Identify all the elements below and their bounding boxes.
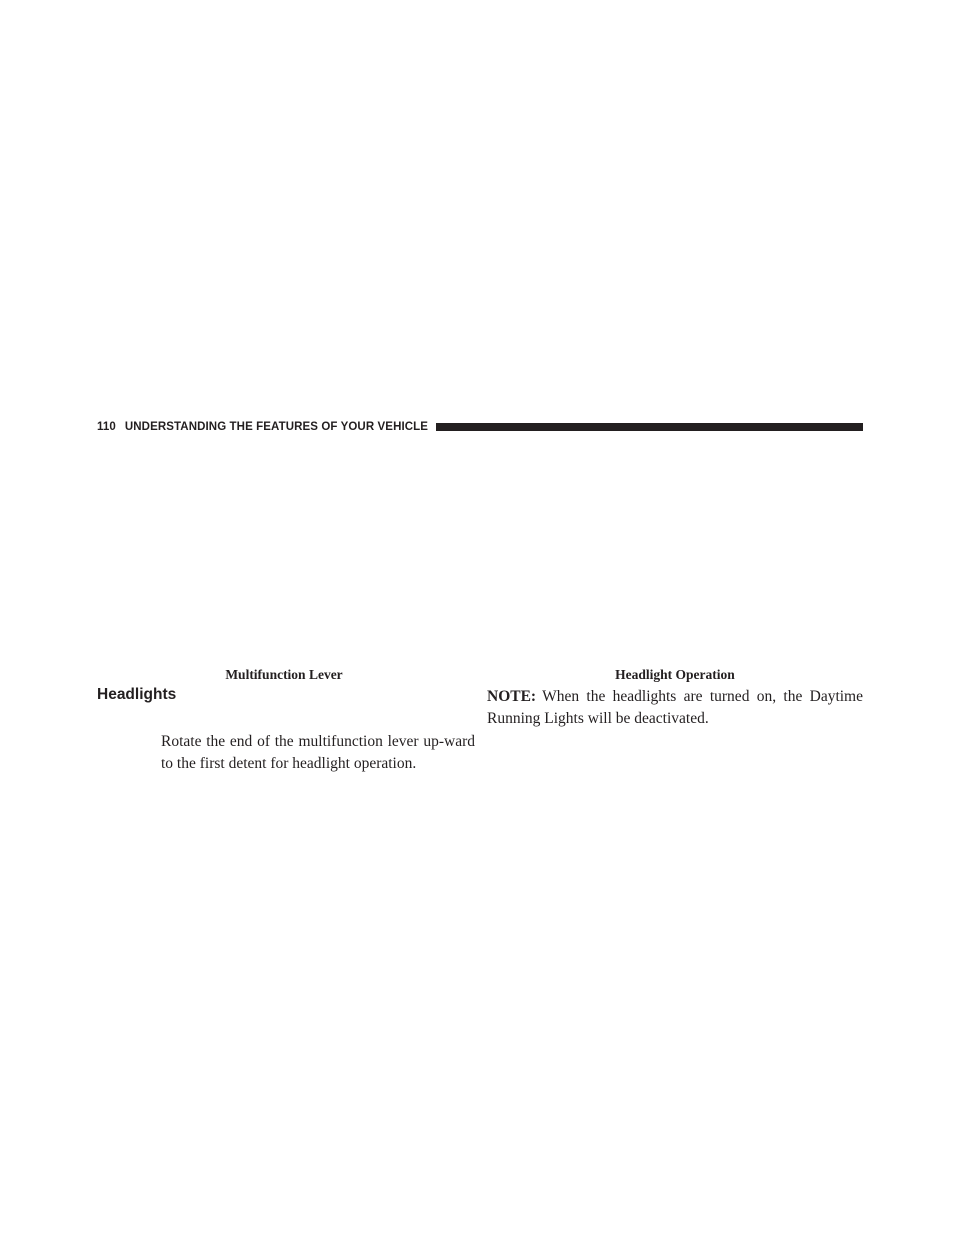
header-rule: [436, 423, 863, 431]
note-text: When the headlights are turned on, the Daytime Running Lights will be deactivated.: [487, 688, 863, 727]
running-header: [97, 418, 863, 436]
note-label: NOTE:: [487, 688, 537, 705]
section-heading-headlights: Headlights: [97, 686, 177, 703]
figure-caption-headlight-operation: Headlight Operation: [615, 667, 735, 682]
section-title: UNDERSTANDING THE FEATURES OF YOUR VEHICLE: [124, 421, 429, 433]
note-paragraph: [487, 686, 863, 730]
headlights-paragraph: Rotate the end of the multifunction lever up-ward to the first detent for headlight operation.: [161, 733, 475, 772]
figure-caption-multifunction-lever: Multifunction Lever: [225, 667, 343, 682]
page-number: 110: [97, 421, 116, 433]
